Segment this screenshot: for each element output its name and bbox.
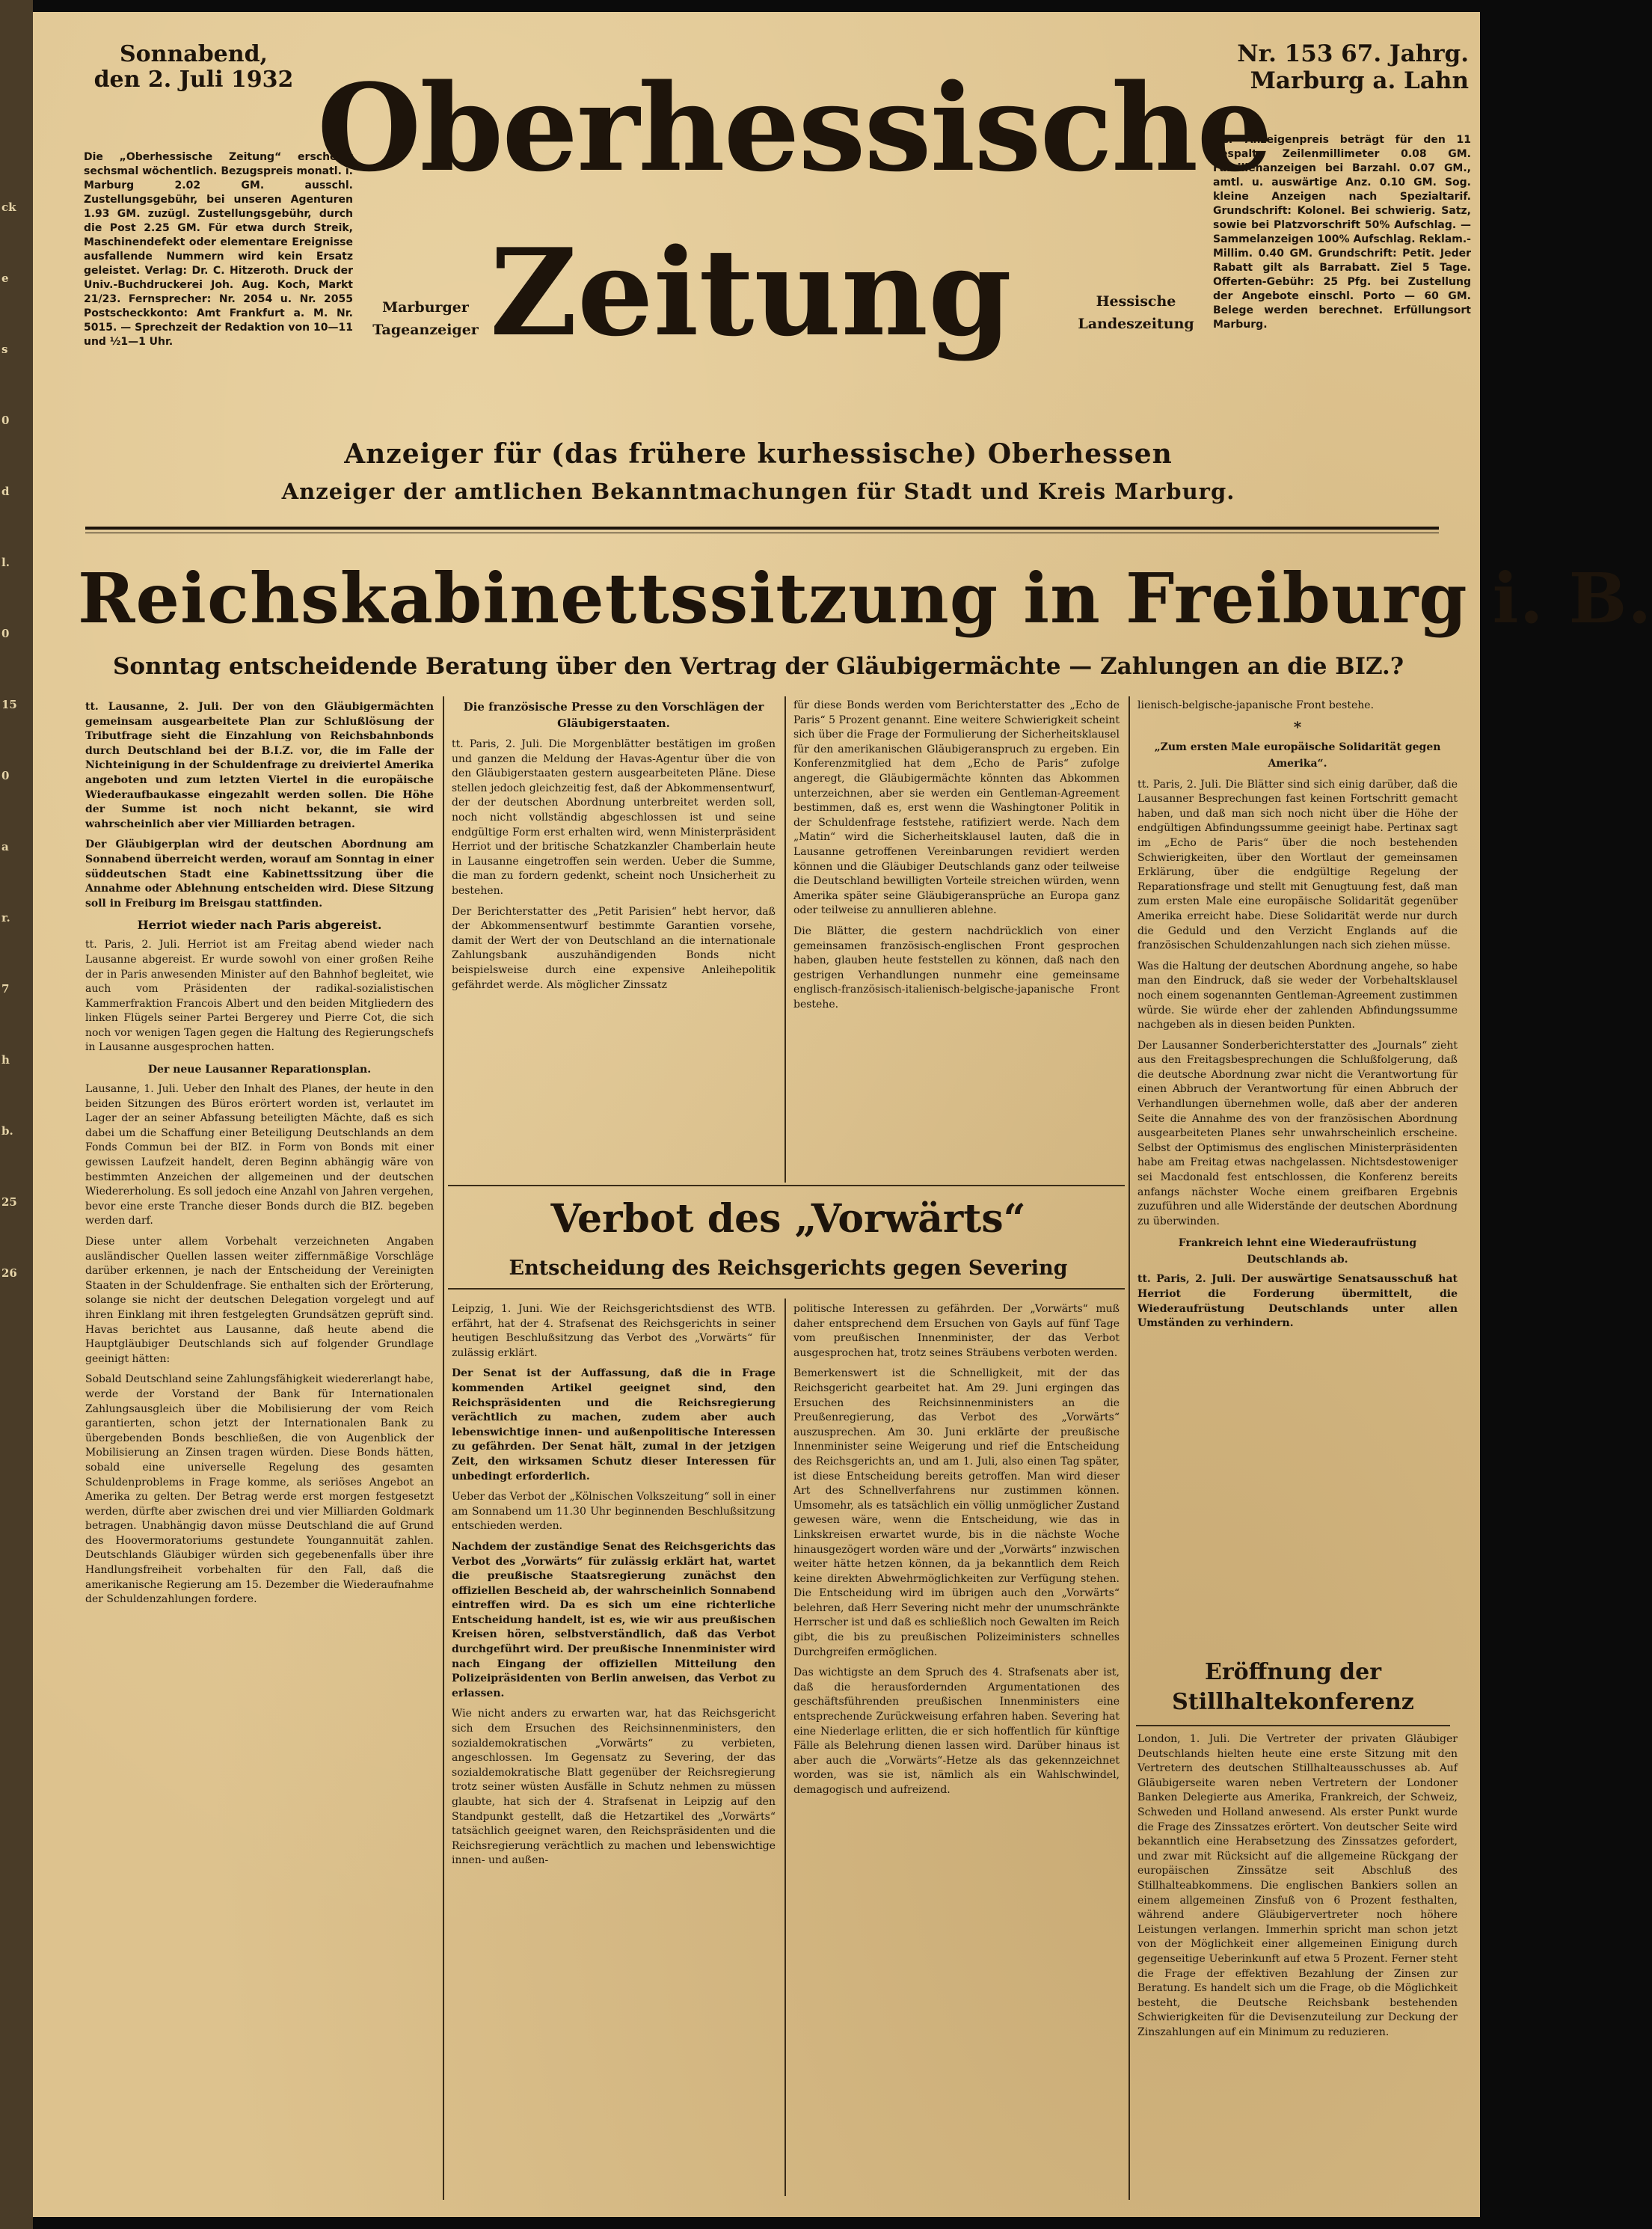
paragraph: Nachdem der zuständige Senat des Reichsgerichts das Verbot des „Vorwärts“ für zulässig erklärt hat, wartet die preußische Staatsregierung zunächst den offiziellen Bescheid ab, der wahrscheinlich Sonnabend eintreffen wird. Da es sich um eine richterliche Entscheidung handelt, ist es, wie wir aus preußischen Kreisen hören, selbstverständlich, daß das Verbot durchgeführt wird. Der preußische Innenminister wird nach Eingang der offiziellen Mitteilung den Polizeipräsidenten von Berlin anweisen, das Verbot zu erlassen. [452, 1540, 776, 1699]
edge-marks: ck e s 0 d l. 0 15 0 a r. 7 h b. 25 26 [1, 200, 17, 1280]
paragraph: tt. Paris, 2. Juli. Der auswärtige Senatsausschuß hat Herriot die Forderung übermittelt, die Wiederaufrüstung Deutschlands unter allen Umständen zu verhindern. [1137, 1273, 1458, 1330]
issue-number: Nr. 153 67. Jahrg. [1237, 40, 1469, 67]
paragraph: Diese unter allem Vorbehalt verzeichneten Angaben ausländischer Quellen lassen weiter ziffernmäßige Vorschläge darüber erkennen, je nach der Entscheidung der Vereinigten Staaten in der Schuldenfrage. Sie enthalten sich der Erörterung, solange sie nicht der deutschen Delegation vorgelegt und auf ihren Einklang mit ihren festgelegten Grundsätzen geprüft sind. Havas berichtet aus Lausanne, daß heute abend die Hauptgläubiger Deutschlands sich auf folgender Grundlage geeinigt hätten: [85, 1236, 434, 1365]
verbot-rule-top [448, 1185, 1125, 1186]
verbot-rule-bottom [448, 1288, 1125, 1290]
column-heading: Die französische Presse zu den Vorschlägen der Gläubigerstaaten. [463, 700, 764, 730]
paragraph: tt. Paris, 2. Juli. Herriot ist am Freitag abend wieder nach Lausanne abgereist. Er wurde sowohl von einer großen Reihe der in Paris anwesenden Minister auf den Bahnhof begleitet, wie auch vom Präsidenten der radikal-sozialistischen Kammerfraktion Francois Albert und den beiden Mitgliedern des linken Flügels seiner Partei Bergerey und Pierre Cot, die sich noch vor wenigen Tagen gegen die Haltung des Regierungschefs in Lausanne ausgesprochen hatten. [85, 939, 434, 1054]
column-rule-3 [1129, 696, 1130, 2200]
masthead-title-line1: Oberhessische [317, 58, 1272, 198]
verbot-column-a [452, 1302, 776, 2196]
column-rule-verbot [784, 1299, 786, 2196]
paragraph: Der Berichterstatter des „Petit Parisien“ hebt hervor, daß der Abkommensentwurf bestimmte Garantien vorsehe, damit der Wert der von Deutschland an die internationale Zahlungsbank auszuhändigenden Bonds nicht beispielsweise durch eine expensive Anleihepolitik gefährdet werde. Als möglicher Zinssatz [452, 905, 776, 991]
side-left-2: Tageanzeiger [372, 322, 479, 338]
paragraph: Die Blätter, die gestern nachdrücklich von einer gemeinsamen französisch-englischen Front gesprochen haben, glauben heute feststellen zu können, daß nach den gestrigen Verhandlungen nunmehr eine gemeinsame englisch-französisch-italienisch-belgische-japanische Front bestehe. [793, 925, 1120, 1011]
masthead-rule [85, 527, 1439, 530]
article-column-1 [85, 700, 434, 2196]
scan-edge [0, 0, 33, 2229]
article-column-2 [452, 699, 776, 1177]
lead-paragraph: tt. Lausanne, 2. Juli. Der von den Gläubigermächten gemeinsam ausgearbeitete Plan zur Schlußlösung der Tributfrage sieht die Einzahlung von Reichsbahnbonds durch Deutschland bei der B.I.Z. vor, die im Falle der Nichteinigung in der Schuldenfrage zu dreiviertel Amerika angeboten und zum letzten Viertel in die europäische Wiederaufbaukasse eingezahlt werden sollen. Die Höhe der Summe ist noch nicht bekannt, sie wird wahrscheinlich aber vier Milliarden betragen. [85, 701, 434, 830]
side-left-1: Marburger [382, 299, 469, 316]
paragraph: Der Lausanner Sonderberichterstatter des „Journals“ zieht aus den Freitagsbesprechungen die Schlußfolgerung, daß die deutsche Abordnung zwar nicht die Verantwortung für einen Abbruch der Verantwortung für einen Abbruch der Verhandlungen übernehmen wolle, daß aber der anderen Seite die Annahme des von der französischen Abordnung ausgearbeiteten Planes sehr unwahrscheinlich erscheine. Selbst der Optimismus des englischen Ministerpräsidenten habe am Freitag etwas nachgelassen. Nichtsdestoweniger sei Macdonald fest entschlossen, die Konferenz bereits anfangs nächster Woche einem greifbaren Ergebnis zuzuführen und alle Widerstände der deutschen Abordnung zu überwinden. [1137, 1039, 1458, 1227]
paragraph: Das wichtigste an dem Spruch des 4. Strafsenats aber ist, daß die herausfordernden Argumentationen des geschäftsführenden preußischen Innenministers eine entsprechende Zurückweisung erfahren haben. Severing hat eine Niederlage erlitten, die er sich hoffentlich für künftige Fälle als Belehrung dienen lassen wird. Darüber hinaus ist aber auch die „Vorwärts“-Hetze als das gekennzeichnet worden, was sie ist, nämlich als ein Wahlschwindel, demagogisch und aufreizend. [793, 1667, 1120, 1796]
advertising-rates: Der Anzeigenpreis beträgt für den 11 gespalt. Zeilenmillimeter 0.08 GM. Familienanzeigen bei Barzahl. 0.07 GM., amtl. u. auswärtige Anz. 0.10 GM. Sog. kleine Anzeigen nach Spezialtarif. Grundschrift: Kolonel. Bei schwierig. Satz, sowie bei Platzvorschrift 50% Aufschlag. — Sammelanzeigen 100% Aufschlag. Reklam.-Millim. 0.40 GM. Grundschrift: Petit. Jeder Rabatt gilt als Barrabatt. Ziel 5 Tage. Offerten-Gebühr: 25 Pfg. bei Zustellung der Angebote einschl. Porto — 60 GM. Belege werden berechnet. Erfüllungsort Marburg. [1213, 134, 1471, 331]
paragraph: Sobald Deutschland seine Zahlungsfähigkeit wiedererlangt habe, werde der Vorstand der Bank für Internationalen Zahlungsausgleich über die Mobilisierung der vom Reich garantierten, schon jetzt der Internationalen Bank zu übergebenden Bonds beschließen, die von Augenblick der Mobilisierung an Zinsen tragen würden. Diese Bonds hätten, sobald eine universelle Regelung des gesamten Schuldenproblems in Frage komme, als seriöses Angebot an Amerika zu gelten. Der Betrag werde erst morgen festgesetzt werden, dürfte aber zwischen drei und vier Milliarden Goldmark betragen. Unabhängig davon müsse Deutschland die auf Grund des Hoovermoratoriums gestundete Youngannuität zahlen. Deutschlands Gläubiger würden sich gegebenenfalls über ihre Handlungsfreiheit vorbehalten für den Fall, daß die amerikanische Regierung am 15. Dezember die Wiederaufnahme der Schuldenzahlungen fordere. [85, 1373, 434, 1606]
masthead-subtitle-2: Anzeiger der amtlichen Bekanntmachungen für Stadt und Kreis Marburg. [281, 479, 1235, 504]
paragraph: tt. Paris, 2. Juli. Die Morgenblätter bestätigen im großen und ganzen die Meldung der Havas-Agentur über die von den Gläubigerstaaten gestern ausgearbeiteten Pläne. Diese stellen jedoch gleichzeitig fest, daß der Abkommensentwurf, der der deutschen Abordnung unterbreitet werden soll, noch nicht vollständig abgeschlossen ist und seine endgültige Form erst erhalten wird, wenn Ministerpräsident Herriot und der britische Schatzkanzler Chamberlain heute in Lausanne eingetroffen sein werden. Ueber die Summe, die man zu fordern gedenkt, scheint noch Unsicherheit zu bestehen. [452, 738, 776, 897]
subheading: Herriot wieder nach Paris abgereist. [137, 918, 382, 933]
paragraph: Leipzig, 1. Juni. Wie der Reichsgerichtsdienst des WTB. erfährt, hat der 4. Strafsenat des Reichsgerichts in seiner heutigen Beschlußsitzung das Verbot des „Vorwärts“ für zulässig erklärt. [452, 1303, 776, 1359]
subheading: Der neue Lausanner Reparationsplan. [147, 1064, 372, 1076]
newspaper-page [33, 12, 1652, 2217]
issue-place: Marburg a. Lahn [1250, 67, 1469, 94]
stillhalte-article [1137, 1732, 1458, 2196]
column-rule-2 [784, 696, 786, 1183]
paragraph: London, 1. Juli. Die Vertreter der privaten Gläubiger Deutschlands hielten heute eine erste Sitzung mit den Vertretern des deutschen Stillhalteausschusses ab. Auf Gläubigerseite waren neben Vertretern der Londoner Banken Delegierte aus Amerika, Frankreich, der Schweiz, Schweden und Holland anwesend. Als erster Punkt wurde die Frage des Zinssatzes erörtert. Von deutscher Seite wird bekanntlich eine Herabsetzung des Zinssatzes gefordert, und zwar mit Rücksicht auf die allgemeine Rückgang der europäischen Zinssätze seit Abschluß des Stillhalteabkommens. Die englischen Bankiers sollen an einem allgemeinen Zinsfuß von 6 Prozent festhalten, während andere Gläubigervertreter noch höhere Leistungen verlangen. Immerhin spricht man schon jetzt von der Möglichkeit einer allgemeinen Einigung durch gegenseitige Ueberinkunft auf etwa 5 Prozent. Ferner steht die Frage der effektiven Bezahlung der Zinsen zur Beratung. Es handelt sich um die Frage, ob die Möglichkeit besteht, die Deutsche Reichsbank bestehenden Schwierigkeiten für die Devisenzuteilung zur Deckung der Zinszahlungen auf ein Minimum zu reduzieren. [1137, 1733, 1458, 2038]
masthead-subtitle: Anzeiger für (das frühere kurhessische) Oberhessen [344, 438, 1173, 470]
stillhalte-headline: Eröffnung der Stillhaltekonferenz [1172, 1659, 1414, 1715]
paragraph: lienisch-belgische-japanische Front bestehe. [1137, 699, 1375, 711]
paragraph: Ueber das Verbot der „Kölnischen Volkszeitung“ soll in einer am Sonnabend um 11.30 Uhr beginnenden Beschlußsitzung entschieden werden. [452, 1491, 776, 1533]
subscription-info: Die „Oberhessische Zeitung“ erscheint sechsmal wöchentlich. Bezugspreis monatl. i. Marburg 2.02 GM. ausschl. Zustellungsgebühr, bei unseren Agenturen 1.93 GM. zuzügl. Zustellungsgebühr, durch die Post 2.25 GM. Für etwa durch Streik, Maschinendefekt oder elementare Ereignisse ausfallende Nummern wird kein Ersatz geleistet. Verlag: Dr. C. Hitzeroth. Druck der Univ.-Buchdruckerei Joh. Aug. Koch, Markt 21/23. Fernsprecher: Nr. 2054 u. Nr. 2055 Postscheckkonto: Amt Frankfurt a. M. Nr. 5015. — Sprechzeit der Redaktion von 10—11 und ½1—1 Uhr. [84, 151, 353, 348]
side-right-1: Hessische [1096, 293, 1176, 310]
article-column-4 [1137, 699, 1458, 1649]
paragraph: Der Senat ist der Auffassung, daß die in Frage kommenden Artikel geeignet sind, den Reichspräsidenten und die Reichsregierung verächtlich zu machen, zudem aber auch lebenswichtige innen- und außenpolitische Interessen zu gefährden. Der Senat hält, zumal in der jetzigen Zeit, den wirksamen Schutz dieser Interessen für unbedingt erforderlich. [452, 1367, 776, 1483]
date-block [70, 42, 317, 93]
stillhalte-rule [1136, 1725, 1450, 1726]
paragraph: politische Interessen zu gefährden. Der „Vorwärts“ muß daher entsprechend dem Ersuchen von Gayls auf fünf Tage vom preußischen Innenminister, der das Verbot ausgesprochen hat, trotz seines Sträubens verboten werden. [793, 1303, 1120, 1359]
headline-deck: Sonntag entscheidende Beratung über den Vertrag der Gläubigermächte — Zahlungen an die BIZ.? [112, 653, 1404, 680]
paragraph: Was die Haltung der deutschen Abordnung angehe, so habe man den Eindruck, daß sie weder der Vorbehaltsklausel noch einem sogenannten Gentleman-Agreement zustimmen würde. Sie würde eher der zahlenden Abfindungssumme nachgeben als in diesen beiden Punkten. [1137, 960, 1458, 1031]
side-right-2: Landeszeitung [1078, 316, 1194, 332]
masthead-side-left [354, 296, 497, 341]
date-full: den 2. Juli 1932 [93, 67, 294, 93]
article-column-3 [793, 699, 1120, 1177]
verbot-headline: Verbot des „Vorwärts“ [550, 1196, 1026, 1242]
paragraph: für diese Bonds werden vom Berichterstatter des „Echo de Paris“ 5 Prozent genannt. Eine weitere Schwierigkeit scheint sich über die Frage der Formulierung der Sicherheitsklausel für den amerikanischen Gläubigeranspruch zu ergeben. Ein Konferenzmitglied hat dem „Echo de Paris“ zufolge angeregt, die Gläubigermächte könnten das Abkommen unterzeichnen, aber sie werden ein Gentleman-Agreement bestimmen, daß es, erst wenn die Washingtoner Politik in der Schuldenfrage feststehe, ratifiziert werde. Nach dem „Matin“ wird die Sicherheitsklausel lauten, daß die in Lausanne getroffenen Vereinbarungen revidiert werden können und die Gläubiger Deutschlands ganz oder teilweise die Deutschland bewilligten Vorteile streichen würden, wenn Amerika später seine Gläubigeransprüche an Europa ganz oder teilweise zu annullieren ablehne. [793, 699, 1120, 917]
paragraph: Der Gläubigerplan wird der deutschen Abordnung am Sonnabend überreicht werden, worauf am Sonntag in einer süddeutschen Stadt eine Kabinettssitzung über die Annahme oder Ablehnung entscheiden wird. Diese Sitzung soll in Freiburg im Breisgau stattfinden. [85, 838, 435, 910]
paragraph: tt. Paris, 2. Juli. Die Blätter sind sich einig darüber, daß die Lausanner Besprechungen fast keinen Fortschritt gemacht haben, und daß man sich noch nicht über die Höhe der endgültigen Abfindungssumme geeinigt habe. Pertinax sagt im „Echo de Paris“ über die noch bestehenden Schwierigkeiten, über den Wortlaut der gemeinsamen Erklärung, über die endgültige Regelung der Reparationsfrage und stellt mit Genugtuung fest, daß man zum ersten Male eine europäische Solidarität gegenüber Amerika erreicht habe. Diese Solidarität werde nur durch die Geduld und den Verzicht Englands auf die französischen Schuldenzahlungen nach sich ziehen müsse. [1137, 778, 1458, 952]
column-rule-1 [443, 696, 444, 2200]
subheading: „Zum ersten Male europäische Solidarität gegen Amerika“. [1154, 741, 1441, 770]
main-headline: Reichskabinettssitzung in Freiburg i. B. [78, 558, 1652, 639]
verbot-column-b [793, 1302, 1120, 2196]
paragraph: Wie nicht anders zu erwarten war, hat das Reichsgericht sich dem Ersuchen des Reichsinnenministers, den sozialdemokratischen „Vorwärts“ zu verbieten, angeschlossen. Im Gegensatz zu Severing, der das sozialdemokratische Blatt gegenüber der Reichsregierung trotz seiner wüsten Ausfälle in Schutz nehmen zu müssen glaubte, hat sich der 4. Strafsenat in Leipzig auf den Standpunkt gestellt, daß die Hetzartikel des „Vorwärts“ tatsächlich geeignet waren, den Reichspräsidenten und die Reichsregierung verächtlich zu machen und lebenswichtige innen- und außen- [452, 1708, 776, 1867]
masthead-side-right [1065, 290, 1207, 335]
masthead-title-line2: Zeitung [490, 222, 1012, 363]
separator-star: * [1293, 717, 1302, 736]
verbot-subheadline: Entscheidung des Reichsgerichts gegen Severing [509, 1257, 1068, 1280]
subheading: Frankreich lehnt eine Wiederaufrüstung Deutschlands ab. [1178, 1237, 1417, 1266]
date-weekday: Sonnabend, [119, 41, 268, 67]
paragraph: Lausanne, 1. Juli. Ueber den Inhalt des Planes, der heute in den beiden Sitzungen des Büros erörtert worden ist, verlautet im Lager der an seiner Abfassung beteiligten Mächte, daß es sich dabei um die Schaffung einer Beteiligung Deutschlands an dem Fonds Commun bei der BIZ. in Form von Bonds mit einer gewissen Laufzeit handelt, deren Beginn abhängig wäre von bestimmten Anzeichen der allgemeinen und der deutschen Wiedererholung. Es soll jedoch eine Anzahl von Jahren vergehen, bevor eine erste Tranche dieser Bonds durch die BIZ. begeben werden darf. [85, 1083, 434, 1227]
paragraph: Bemerkenswert ist die Schnelligkeit, mit der das Reichsgericht gearbeitet hat. Am 29. Juni ergingen das Ersuchen des Reichsinnenministers an die Preußenregierung, das Verbot des „Vorwärts“ auszusprechen. Am 30. Juni erklärte der preußische Innenminister seine Weigerung und rief die Entscheidung des Reichsgerichts an, und am 1. Juli, also einen Tag später, ist diese Entscheidung bereits getroffen. Man wird dieser Art des Schnellverfahrens nur zustimmen können. Umsomehr, als es tatsächlich ein völlig unmöglicher Zustand gewesen wäre, wenn die Entscheidung, wie das in Linkskreisen erwartet wurde, bis in die nächste Woche hinausgezögert worden wäre und der „Vorwärts“ inzwischen weiter hätte hetzen können, da ja bekanntlich dem Reich keine direkten Abwehrmöglichkeiten zur Verfügung stehen. Die Entscheidung wird im übrigen auch den „Vorwärts“ belehren, daß Herr Severing nicht mehr der unumschränkte Herrscher ist und daß es schließlich noch Gewalten im Reich gibt, die bis zu preußischen Polizeiministers schnelles Durchgreifen ermöglichen. [793, 1367, 1120, 1658]
